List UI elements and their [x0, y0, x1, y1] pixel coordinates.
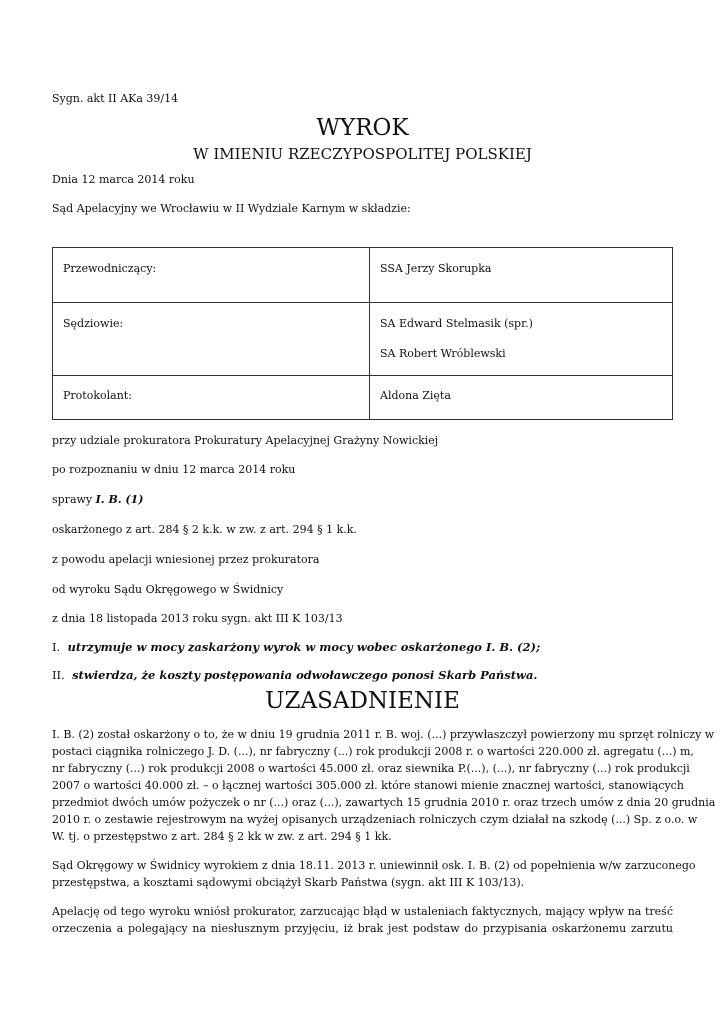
justification-paragraph-1 [52, 726, 716, 845]
role-cell [53, 303, 370, 376]
document-subtitle: W IMIENIU RZECZYPOSPOLITEJ POLSKIEJ [193, 145, 532, 163]
appeal-line: z powodu apelacji wniesionej przez prokuratora [52, 553, 320, 566]
role-label: Sędziowie: [63, 317, 124, 330]
role-label: Protokolant: [63, 389, 132, 402]
text-line: Sąd Okręgowy w Świdnicy wyrokiem z dnia 18.11. 2013 r. uniewinnił osk. I. B. (2) od popełnienia w/w zarzuconego [52, 859, 696, 872]
court-name: Sąd Apelacyjny we Wrocławiu w II Wydziale Karnym w składzie: [52, 202, 411, 215]
table-row [53, 376, 673, 420]
ruling-text: utrzymuje w mocy zaskarżony wyrok w mocy wobec oskarżonego I. B. (2); [67, 640, 541, 654]
defendant-name: I. B. (1) [95, 493, 144, 506]
text-line: Apelację od tego wyroku wniósł prokurator, zarzucając błąd w ustaleniach faktycznych, mający wpływ na treść [52, 905, 673, 918]
case-line [52, 493, 143, 506]
lower-judgment-line: z dnia 18 listopada 2013 roku sygn. akt III K 103/13 [52, 612, 343, 625]
names-cell [370, 248, 673, 303]
ruling-number: II. [52, 668, 65, 682]
table-row [53, 248, 673, 303]
court-composition-table [52, 247, 673, 420]
charge-line: oskarżonego z art. 284 § 2 k.k. w zw. z art. 294 § 1 k.k. [52, 523, 357, 536]
names-cell [370, 376, 673, 420]
role-cell [53, 376, 370, 420]
judge-name: SA Robert Wróblewski [380, 347, 506, 360]
prosecutor-line: przy udziale prokuratora Prokuratury Apelacyjnej Grażyny Nowickiej [52, 434, 439, 447]
ruling-item [52, 668, 537, 682]
names-cell [370, 303, 673, 376]
ruling-item [52, 640, 540, 654]
text-line: 2010 r. o zestawie rejestrowym na wyżej opisanych urządzeniach rolniczych czym działał na szkodę (...) Sp. z o.o. w [52, 813, 698, 826]
document-title: WYROK [316, 115, 409, 141]
text-line: orzeczenia a polegający na niesłusznym przyjęciu, iż brak jest podstaw do przypisania oskarżonemu zarzutu [52, 922, 673, 935]
lower-court-line: od wyroku Sądu Okręgowego w Świdnicy [52, 583, 284, 596]
judgment-date: Dnia 12 marca 2014 roku [52, 173, 195, 186]
ruling-text: stwierdza, że koszty postępowania odwoławczego ponosi Skarb Państwa. [72, 668, 538, 682]
case-signature: Sygn. akt II AKa 39/14 [52, 92, 179, 105]
role-label: Przewodniczący: [63, 262, 157, 275]
judge-name: SA Edward Stelmasik (spr.) [380, 317, 533, 330]
table-row [53, 303, 673, 376]
text-line: przedmiot dwóch umów pożyczek o nr (...) oraz (...), zawartych 15 grudnia 2010 r. oraz trzech umów z dnia 20 grudnia [52, 796, 716, 809]
hearing-line: po rozpoznaniu w dniu 12 marca 2014 roku [52, 463, 296, 476]
justification-heading: UZASADNIENIE [265, 688, 460, 714]
text-line: 2007 o wartości 40.000 zł. – o łącznej wartości 305.000 zł. które stanowi mienie znacznej wartości, stanowiących [52, 779, 684, 792]
ruling-number: I. [52, 640, 61, 654]
text-line: W. tj. o przestępstwo z art. 284 § 2 kk w zw. z art. 294 § 1 kk. [52, 830, 392, 843]
text-line: przestępstwa, a kosztami sądowymi obciążył Skarb Państwa (sygn. akt III K 103/13). [52, 876, 525, 889]
role-cell [53, 248, 370, 303]
text-line: I. B. (2) został oskarżony o to, że w dniu 19 grudnia 2011 r. B. woj. (...) przywłaszczył powierzony mu sprzęt rolniczy w [52, 728, 715, 741]
text-line: nr fabryczny (...) rok produkcji 2008 o wartości 45.000 zł. oraz siewnika P.(...), (...), nr fabryczny (...) rok produkcji [52, 762, 690, 775]
text-line: postaci ciągnika rolniczego J. D. (...), nr fabryczny (...) rok produkcji 2008 r. o wartości 220.000 zł. agregatu (...) m, [52, 745, 694, 758]
judge-name: SSA Jerzy Skorupka [380, 262, 492, 275]
case-prefix: sprawy [52, 493, 96, 506]
clerk-name: Aldona Zięta [380, 389, 451, 402]
justification-paragraph-3 [52, 903, 673, 937]
justification-paragraph-2 [52, 857, 696, 891]
